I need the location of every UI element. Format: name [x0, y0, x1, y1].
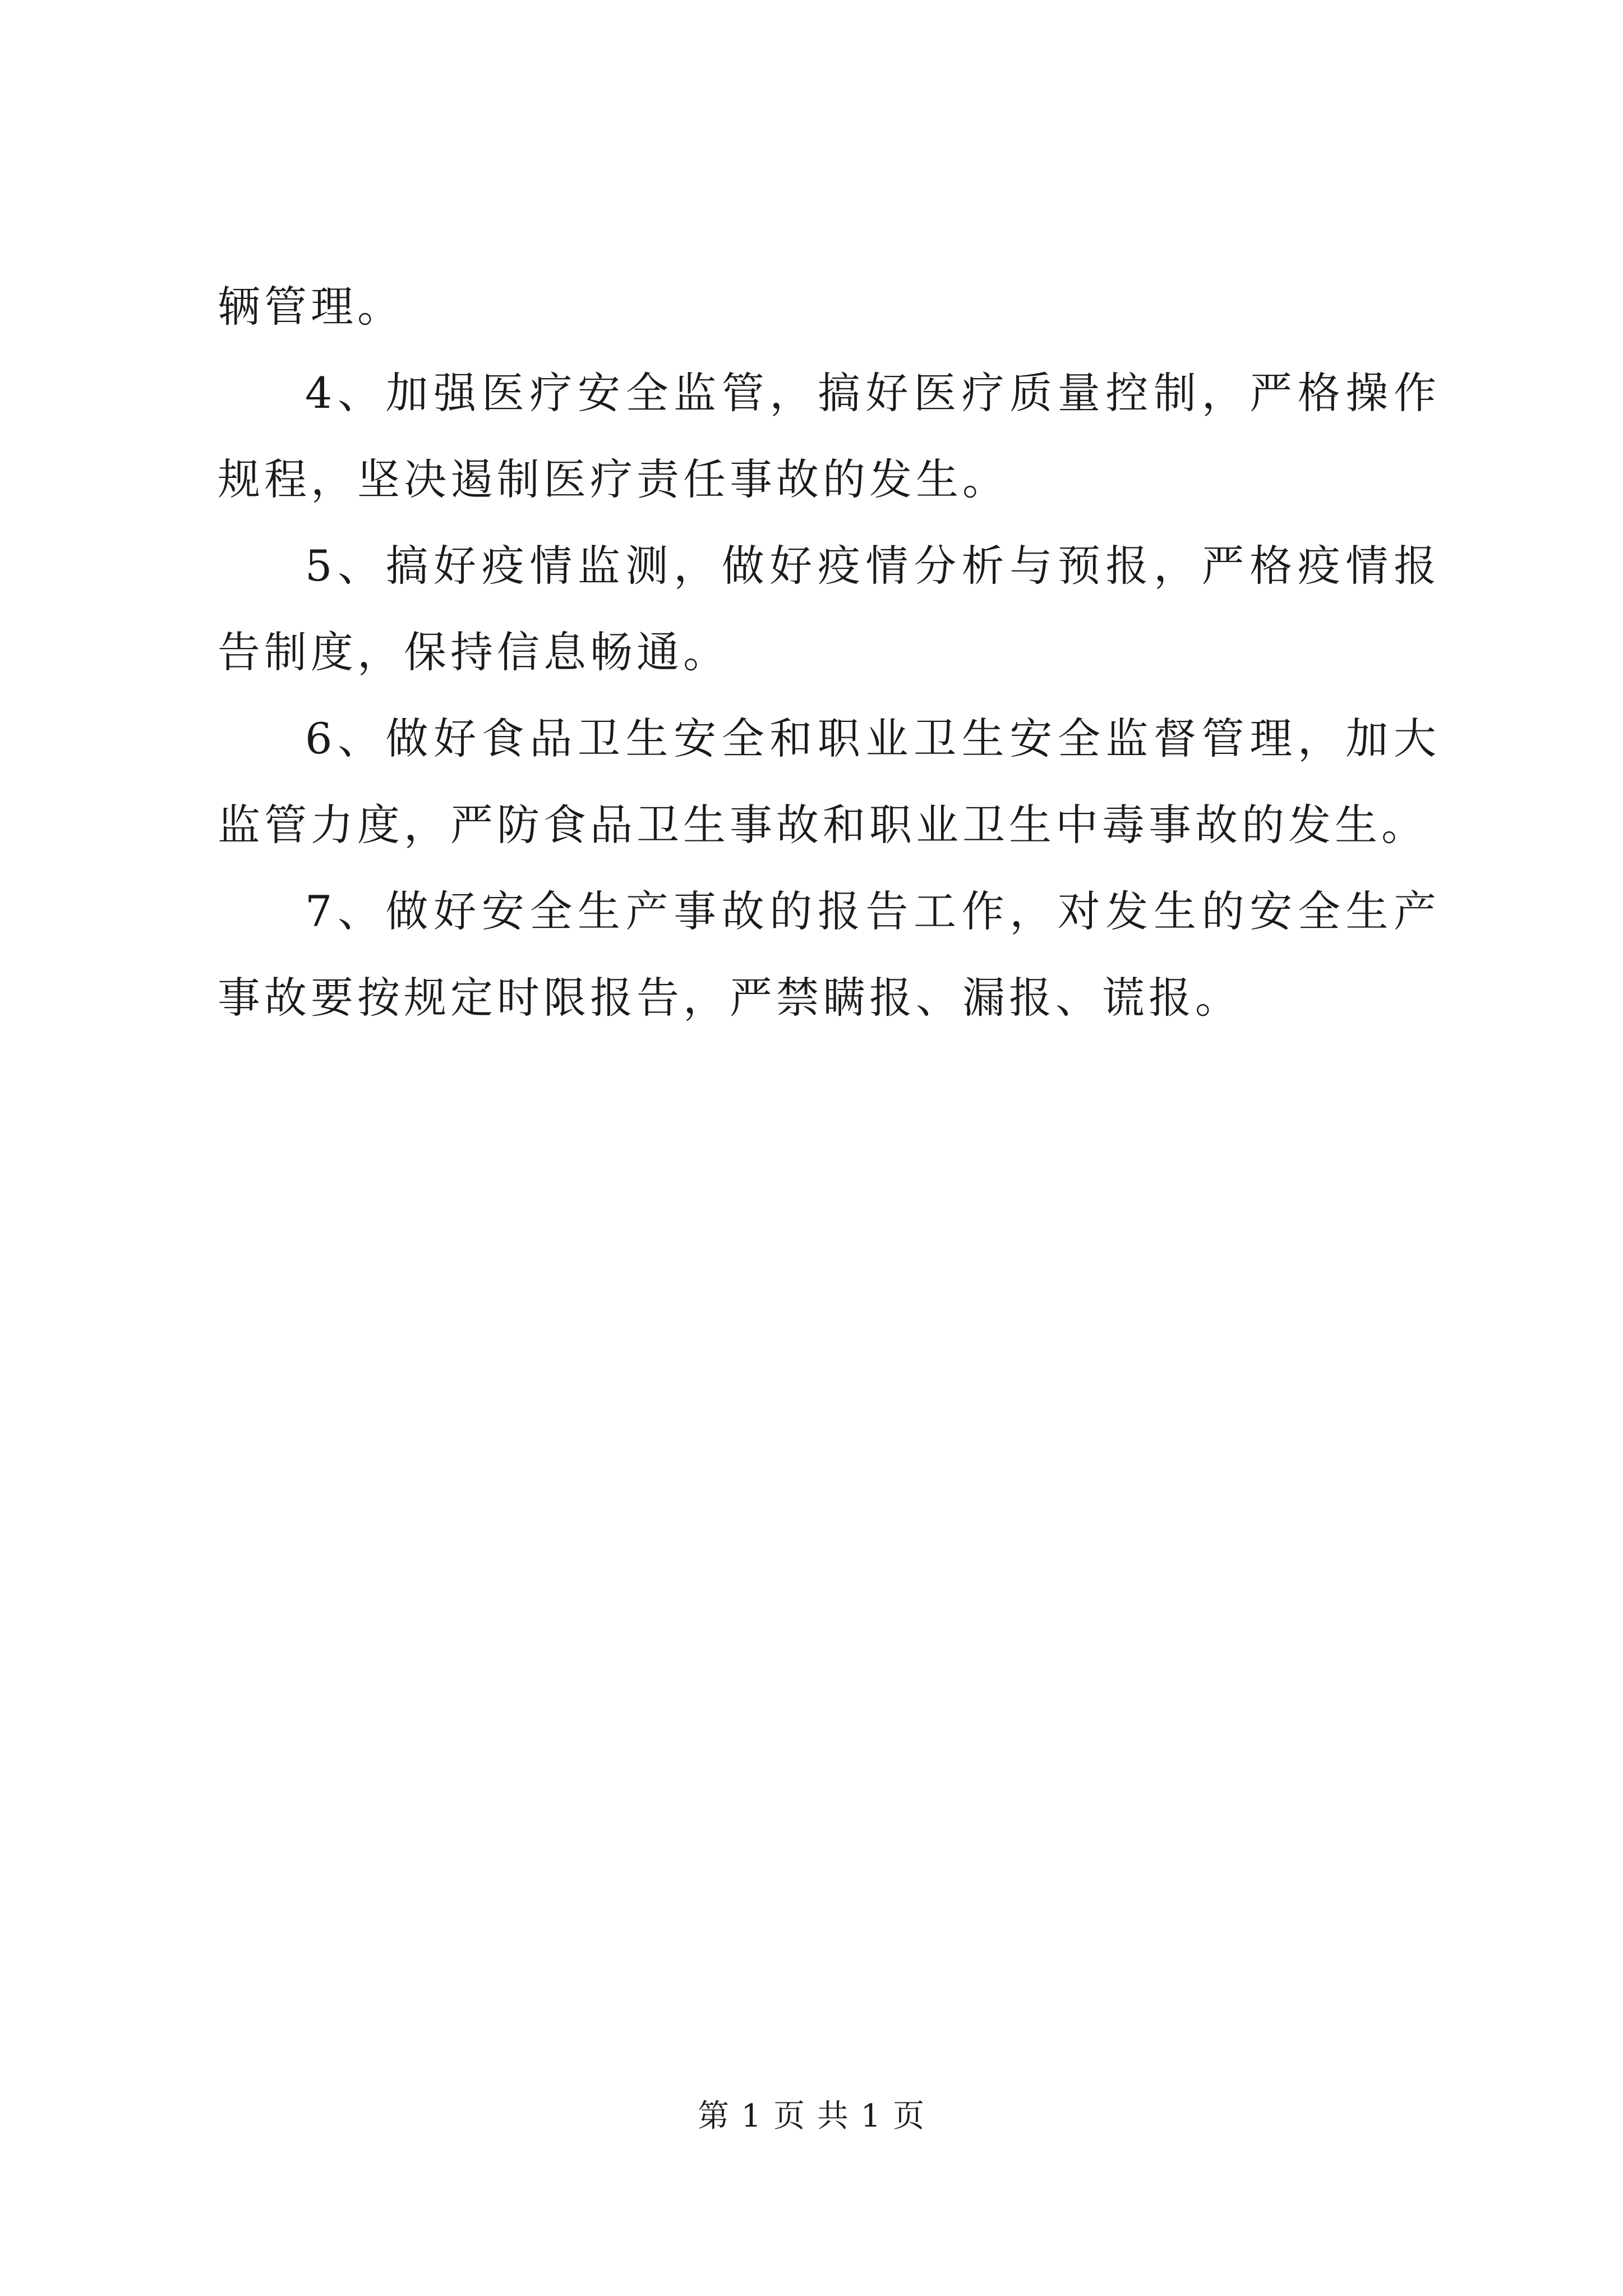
- paragraph-item-5: 5、搞好疫情监测，做好疫情分析与预报，严格疫情报告制度，保持信息畅通。: [218, 541, 1440, 677]
- paragraph-continuation: 辆管理。: [218, 282, 404, 332]
- document-body: [218, 264, 1440, 1041]
- paragraph-item-4: 4、加强医疗安全监管，搞好医疗质量控制，严格操作规程，坚决遏制医疗责任事故的发生。: [218, 368, 1440, 504]
- paragraph-item-6: 6、做好食品卫生安全和职业卫生安全监督管理，加大监管力度，严防食品卫生事故和职业卫生中毒事故的发生。: [218, 714, 1440, 850]
- paragraph-item-7: 7、做好安全生产事故的报告工作，对发生的安全生产事故要按规定时限报告，严禁瞒报、漏报、谎报。: [218, 886, 1440, 1023]
- page-footer: 第 1 页 共 1 页: [697, 2098, 926, 2134]
